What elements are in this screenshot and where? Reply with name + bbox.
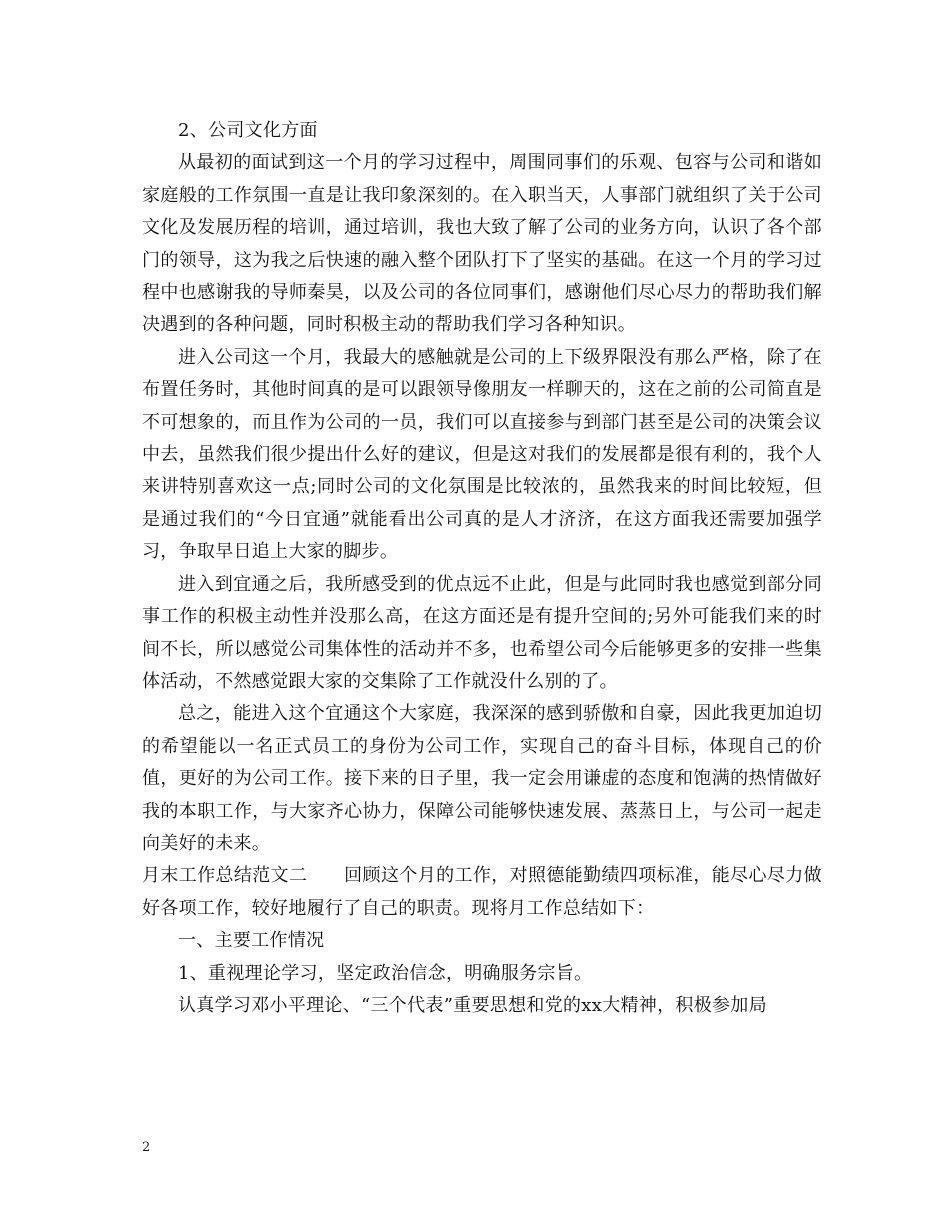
paragraph-advantages-and-suggestions: 进入到宜通之后，我所感受到的优点远不止此，但是与此同时我也感觉到部分同事工作的积极主动性并没那么高，在这方面还是有提升空间的;另外可能我们来的时间不长，所以感觉公司集体性的活动并不多，也希望公司今后能够更多的安排一些集体活动，不然感觉跟大家的交集除了工作就没什么别的了。 <box>142 573 822 692</box>
subheading-theory-study: 1、重视理论学习，坚定政治信念，明确服务宗旨。 <box>178 962 593 984</box>
document-body <box>142 115 822 1022</box>
paragraph-interview-and-training: 从最初的面试到这一个月的学习过程中，周围同事们的乐观、包容与公司和谐如家庭般的工作氛围一直是让我印象深刻的。在入职当天，人事部门就组织了关于公司文化及发展历程的培训，通过培训，我也大致了解了公司的业务方向，认识了各个部门的领导，这为我之后快速的融入整个团队打下了坚实的基础。在这一个月的学习过程中也感谢我的导师秦昊，以及公司的各位同事们，感谢他们尽心尽力的帮助我们解决遇到的各种问题，同时积极主动的帮助我们学习各种知识。 <box>142 152 822 336</box>
paragraph-sample-two-intro: 月末工作总结范文二 回顾这个月的工作，对照德能勤绩四项标准，能尽心尽力做好各项工作，较好地履行了自己的职责。现将月工作总结如下： <box>142 865 822 919</box>
section-heading-main-work: 一、主要工作情况 <box>178 930 325 952</box>
paragraph-conclusion: 总之，能进入这个宜通这个大家庭，我深深的感到骄傲和自豪，因此我更加迫切的希望能以一名正式员工的身份为公司工作，实现自己的奋斗目标，体现自己的价值，更好的为公司工作。接下来的日子里，我一定会用谦虚的态度和饱满的热情做好我的本职工作，与大家齐心协力，保障公司能够快速发展、蒸蒸日上，与公司一起走向美好的未来。 <box>142 703 822 854</box>
section-heading-company-culture: 2、公司文化方面 <box>178 120 318 141</box>
page-number: 2 <box>142 1140 151 1155</box>
paragraph-company-hierarchy: 进入公司这一个月，我最大的感触就是公司的上下级界限没有那么严格，除了在布置任务时，其他时间真的是可以跟领导像朋友一样聊天的，这在之前的公司简直是不可想象的，而且作为公司的一员，我们可以直接参与到部门甚至是公司的决策会议中去，虽然我们很少提出什么好的建议，但是这对我们的发展都是很有利的，我个人来讲特别喜欢这一点;同时公司的文化氛围是比较浓的，虽然我来的时间比较短，但是通过我们的“今日宜通”就能看出公司真的是人才济济，在这方面我还需要加强学习，争取早日追上大家的脚步。 <box>142 346 822 563</box>
paragraph-theory-study-detail: 认真学习邓小平理论、“三个代表”重要思想和党的xx大精神，积极参加局 <box>178 994 767 1016</box>
